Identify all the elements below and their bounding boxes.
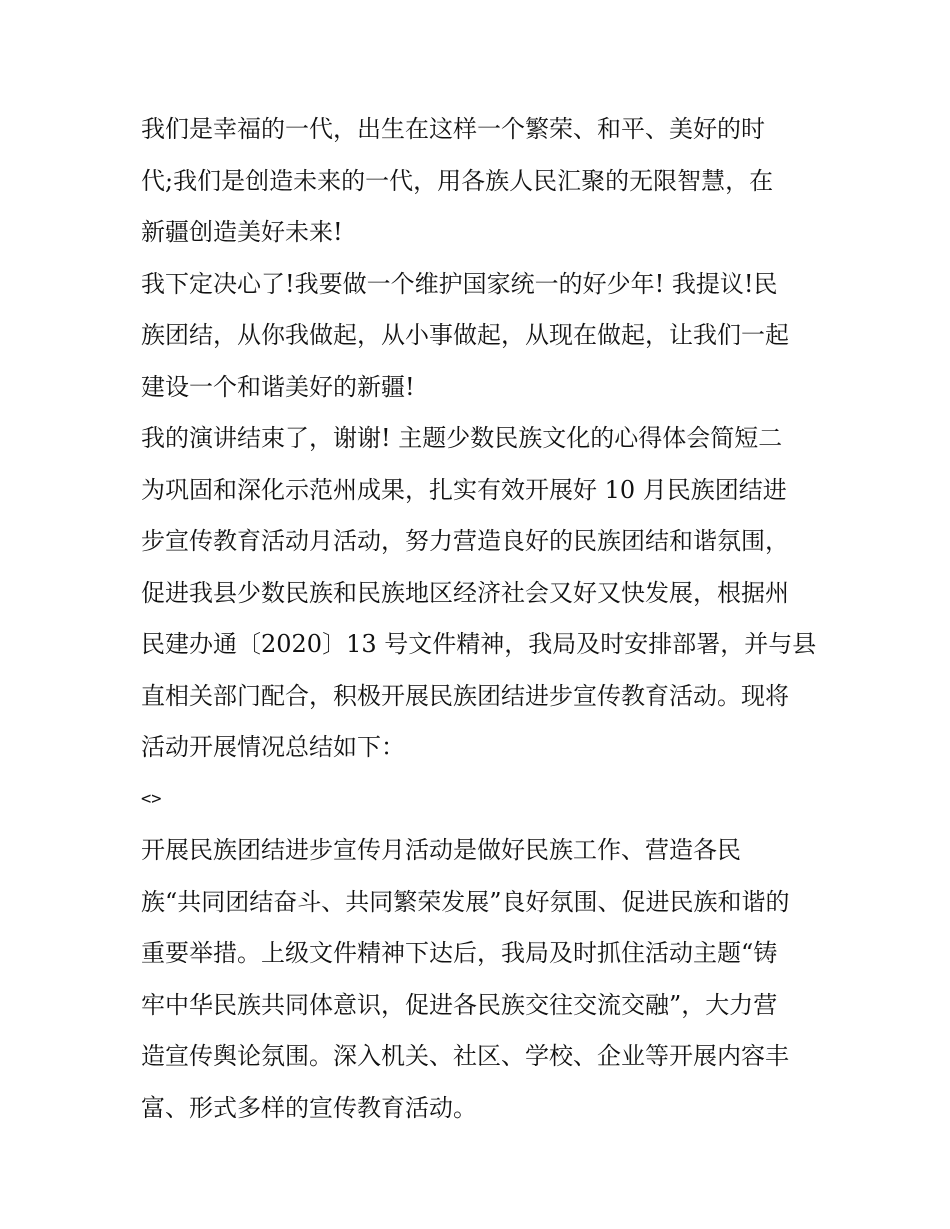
text-line: 我的演讲结束了，谢谢! 主题少数民族文化的心得体会简短二 (141, 424, 783, 452)
text-line: 活动开展情况总结如下： (141, 733, 405, 761)
text-line: 我下定决心了!我要做一个维护国家统一的好少年! 我提议!民 (141, 269, 778, 298)
text-line: 牢中华民族共同体意识，促进各民族交往交流交融”，大力营 (141, 990, 778, 1019)
section-marker: <> (141, 788, 162, 809)
text-line: 重要举措。上级文件精神下达后，我局及时抓住活动主题“铸 (141, 939, 778, 967)
text-line: 造宣传舆论氛围。深入机关、社区、学校、企业等开展内容丰 (141, 1042, 789, 1070)
text-line: 代;我们是创造未来的一代，用各族人民汇聚的无限智慧，在 (141, 166, 774, 195)
text-line: 步宣传教育活动月活动，努力营造良好的民族团结和谐氛围， (141, 527, 789, 555)
text-line: 为巩固和深化示范州成果，扎实有效开展好 10 月民族团结进 (141, 475, 787, 504)
text-line: 建设一个和谐美好的新疆! (141, 372, 415, 401)
text-line: 我们是幸福的一代，出生在这样一个繁荣、和平、美好的时 (141, 115, 765, 143)
text-line: 直相关部门配合，积极开展民族团结进步宣传教育活动。现将 (141, 681, 789, 710)
text-line: 开展民族团结进步宣传月活动是做好民族工作、营造各民 (141, 836, 741, 864)
text-line: 促进我县少数民族和民族地区经济社会又好又快发展，根据州 (141, 578, 789, 607)
text-line: 新疆创造美好未来! (141, 218, 343, 246)
text-line: 富、形式多样的宣传教育活动。 (141, 1093, 477, 1122)
text-line: 族团结，从你我做起，从小事做起，从现在做起，让我们一起 (141, 321, 789, 349)
text-line: 民建办通〔2020〕13 号文件精神，我局及时安排部署，并与县 (141, 630, 817, 658)
text-line: 族“共同团结奋斗、共同繁荣发展”良好氛围、促进民族和谐的 (141, 887, 790, 916)
document-body (141, 104, 821, 1134)
